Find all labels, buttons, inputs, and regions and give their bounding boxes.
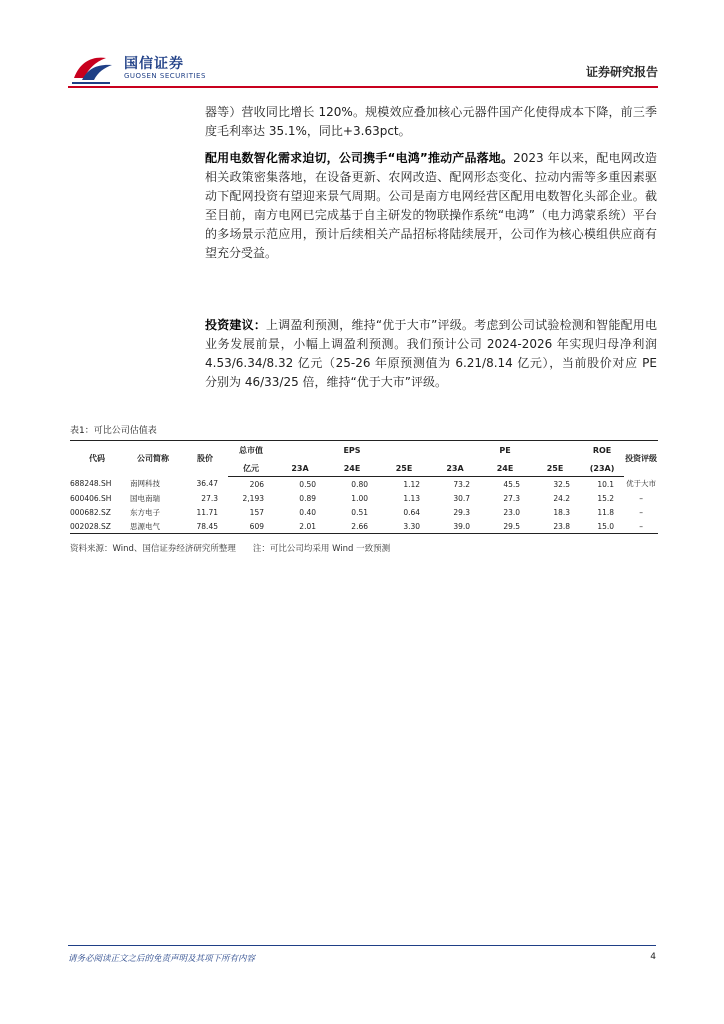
cell-eps: 1.00 (351, 493, 368, 503)
cell-mktcap: 157 (249, 507, 264, 517)
cell-rating: 优于大市 (626, 479, 657, 489)
cell-roe: 10.1 (597, 479, 615, 489)
cell-eps: 0.51 (351, 507, 368, 517)
logo-cn-text: 国信证券 (124, 56, 184, 72)
cell-pe: 73.2 (453, 479, 471, 489)
footer-divider (68, 945, 656, 946)
paragraph-heading: 配用电数智化需求迫切，公司携手“电鸿”推动产品落地。 (205, 151, 514, 165)
cell-pe: 29.3 (453, 507, 471, 517)
cell-price: 78.45 (182, 519, 228, 534)
cell-name: 国电南瑞 (130, 493, 160, 503)
cell-pe: 27.3 (503, 493, 521, 503)
table-row (70, 491, 658, 505)
cell-pe: 45.5 (503, 479, 521, 489)
cell-pe: 32.5 (553, 479, 571, 489)
header-mktcap-unit: 亿元 (228, 460, 274, 477)
cell-mktcap: 2,193 (242, 493, 264, 503)
cell-pe: 29.5 (480, 519, 530, 534)
cell-eps: 0.80 (351, 479, 368, 489)
header-pe-year: 25E (530, 460, 580, 477)
header-pe: PE (430, 441, 580, 461)
cell-pe: 23.0 (503, 507, 521, 517)
header-rating: 投资评级 (624, 441, 658, 477)
cell-eps: 2.66 (326, 519, 378, 534)
cell-price: 36.47 (196, 479, 218, 489)
page-number: 4 (650, 952, 656, 962)
header-eps-year: 25E (378, 460, 430, 477)
cell-code: 002028.SZ (70, 519, 124, 534)
cell-pe: 23.8 (530, 519, 580, 534)
cell-roe: 15.0 (580, 519, 624, 534)
cell-roe: 11.8 (597, 507, 615, 517)
cell-eps: 1.13 (403, 493, 421, 503)
cell-roe: 15.2 (597, 493, 615, 503)
table-source-note: 资料来源：Wind、国信证券经济研究所整理 注：可比公司均采用 Wind 一致预测 (70, 544, 391, 554)
cell-code: 000682.SZ (70, 507, 111, 517)
valuation-table-container (70, 440, 658, 534)
table-caption: 表1：可比公司估值表 (70, 426, 157, 436)
header-eps-year: 23A (274, 460, 326, 477)
header-code: 代码 (70, 441, 124, 477)
cell-pe: 39.0 (430, 519, 480, 534)
paragraph-text: 2023 年以来，配电网改造相关政策密集落地，在设备更新、农网改造、配网形态变化、拉动内需等多重因素驱动下配网投资有望迎来景气周期。公司是南方电网经营区配用电数智化头部企业。截至目前，南方电网已完成基于自主研发的物联操作系统“电鸿”（电力鸿蒙系统）平台的多场景示范应用，预计后续相关产品招标将陆续展开，公司作为核心模组供应商有望充分受益。 (205, 151, 658, 260)
paragraph-text: 上调盈利预测，维持“优于大市”评级。考虑到公司试验检测和智能配用电业务发展前景，小幅上调盈利预测。我们预计公司 2024-2026 年实现归母净利润 4.53/6.34/8.32 亿元（25-26 年原预测值为 6.21/8.14 亿元），当前股价对应 PE 分别为 46/33/25 倍，维持“优于大市”评级。 (205, 318, 657, 389)
paragraph-gross-margin (205, 103, 657, 141)
paragraph-text: 器等）营收同比增长 120%。规模效应叠加核心元器件国产化使得成本下降，前三季度毛利率达 35.1%，同比+3.63pct。 (205, 105, 657, 138)
header-roe-year: (23A) (580, 460, 624, 477)
cell-eps: 1.12 (403, 479, 421, 489)
cell-code: 688248.SH (70, 479, 112, 489)
header-mktcap: 总市值 (228, 441, 274, 461)
header-eps: EPS (274, 441, 430, 461)
paragraph-investment-advice (205, 316, 657, 392)
header-name: 公司简称 (124, 441, 182, 477)
header-pe-year: 23A (430, 460, 480, 477)
footer-disclaimer: 请务必阅读正文之后的免责声明及其项下所有内容 (68, 954, 256, 964)
guosen-logo (68, 50, 208, 88)
cell-rating: – (624, 519, 658, 534)
cell-rating: – (639, 507, 643, 517)
cell-eps: 2.01 (274, 519, 326, 534)
valuation-table (70, 440, 658, 534)
cell-eps: 0.40 (299, 507, 316, 517)
cell-pe: 24.2 (553, 493, 571, 503)
cell-eps: 0.89 (299, 493, 316, 503)
logo-en-text: GUOSEN SECURITIES (124, 72, 206, 80)
table-header-row (70, 441, 658, 461)
page-header (68, 50, 658, 88)
table-row (70, 519, 658, 534)
cell-eps: 3.30 (378, 519, 430, 534)
header-roe: ROE (580, 441, 624, 461)
cell-name: 思源电气 (124, 519, 182, 534)
cell-eps: 0.50 (299, 479, 316, 489)
cell-mktcap: 206 (249, 479, 264, 489)
table-row (70, 477, 658, 492)
cell-name: 南网科技 (130, 479, 160, 489)
header-price: 股价 (182, 441, 228, 477)
cell-eps: 0.64 (403, 507, 421, 517)
cell-price: 11.71 (196, 507, 218, 517)
report-type-label: 证券研究报告 (585, 65, 658, 79)
header-eps-year: 24E (326, 460, 378, 477)
header-divider (68, 86, 658, 88)
cell-pe: 30.7 (453, 493, 471, 503)
table-row (70, 505, 658, 519)
cell-mktcap: 609 (228, 519, 274, 534)
paragraph-heading: 投资建议： (205, 318, 267, 332)
cell-pe: 18.3 (553, 507, 571, 517)
cell-rating: – (639, 493, 643, 503)
cell-price: 27.3 (201, 493, 218, 503)
cell-name: 东方电子 (130, 507, 160, 517)
header-pe-year: 24E (480, 460, 530, 477)
cell-code: 600406.SH (70, 493, 112, 503)
guosen-logo-icon (70, 52, 114, 86)
paragraph-distribution-network (205, 149, 657, 263)
